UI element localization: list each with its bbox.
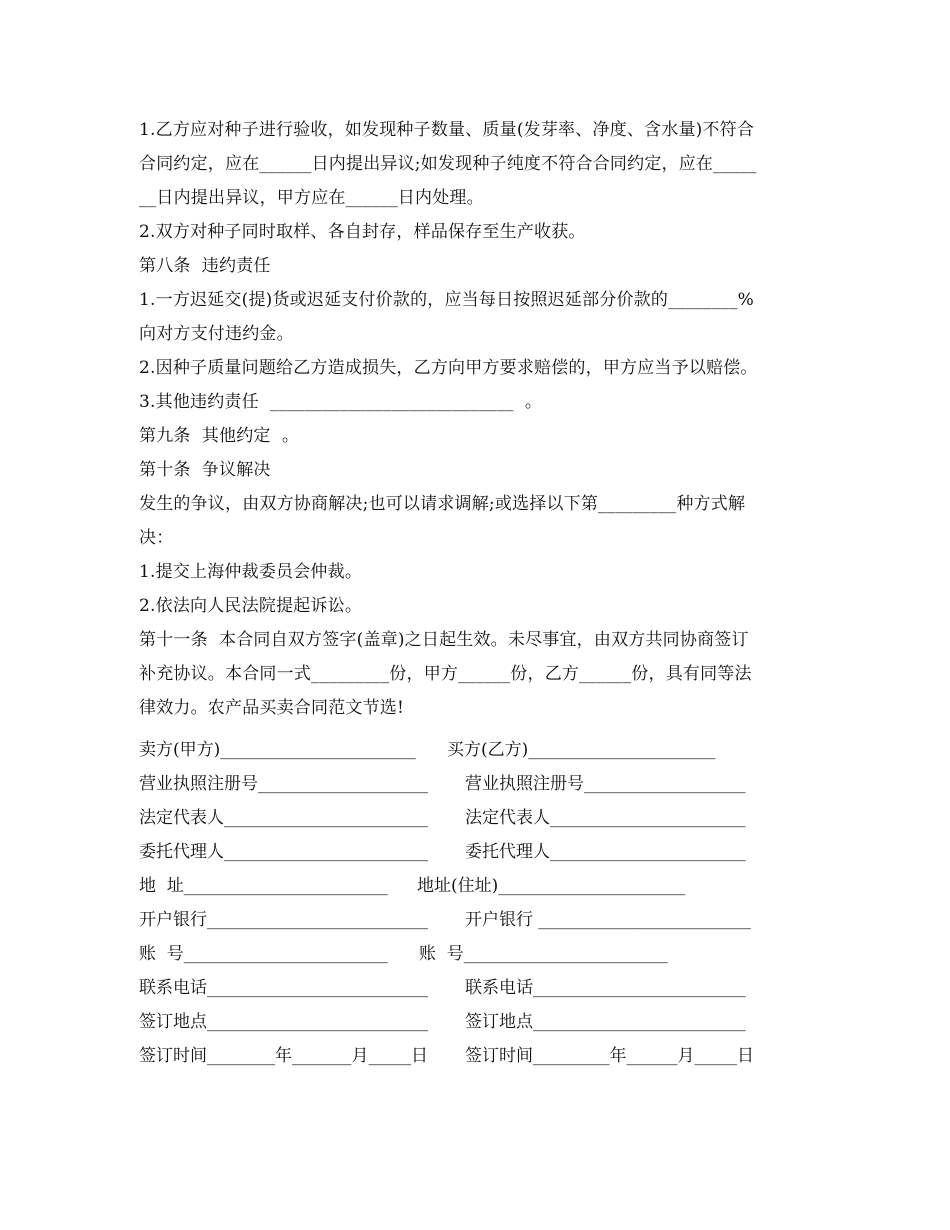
seller-license-field: 营业执照注册号____________________	[139, 774, 428, 794]
clause-line: 2.双方对种子同时取样、各自封存，样品保存至生产收获。	[139, 222, 586, 242]
signature-row	[139, 774, 839, 794]
seller-sign-date-field: 签订时间________年_______月_____日	[139, 1046, 428, 1066]
buyer-sign-place-field: 签订地点_________________________	[465, 1012, 746, 1032]
buyer-license-field: 营业执照注册号___________________	[465, 774, 746, 794]
signature-row	[139, 808, 839, 828]
clause-line: 合同约定，应在______日内提出异议;如发现种子纯度不符合合同约定，应在_____	[139, 154, 757, 174]
clause-line: 补充协议。本合同一式_________份，甲方______份，乙方______份，具有同等法	[139, 664, 752, 684]
clause-line: 1.提交上海仲裁委员会仲裁。	[139, 562, 363, 582]
buyer-bank-field: 开户银行 _________________________	[465, 910, 751, 930]
buyer-address-field: 地址(住址)______________________	[417, 876, 686, 896]
signature-row	[139, 944, 839, 964]
clause-line: 2.依法向人民法院提起诉讼。	[139, 596, 363, 616]
seller-account-field: 账 号________________________	[139, 944, 388, 964]
section-heading: 第八条 违约责任	[139, 256, 271, 276]
clause-line: 2.因种子质量问题给乙方造成损失，乙方向甲方要求赔偿的，甲方应当予以赔偿。	[139, 358, 758, 378]
signature-row	[139, 978, 839, 998]
seller-phone-field: 联系电话__________________________	[139, 978, 428, 998]
clause-line: 第十一条 本合同自双方签字(盖章)之日起生效。未尽事宜，由双方共同协商签订	[139, 630, 749, 650]
signature-row	[139, 876, 839, 896]
clause-line: 1.乙方应对种子进行验收，如发现种子数量、质量(发芽率、净度、含水量)不符合	[139, 120, 755, 140]
buyer-phone-field: 联系电话_________________________	[465, 978, 746, 998]
buyer-account-field: 账 号________________________	[419, 944, 668, 964]
signature-row	[139, 1012, 839, 1032]
signature-row	[139, 842, 839, 862]
seller-sign-place-field: 签订地点__________________________	[139, 1012, 428, 1032]
buyer-legal-rep-field: 法定代表人_______________________	[465, 808, 746, 828]
signature-row	[139, 910, 839, 930]
seller-agent-field: 委托代理人________________________	[139, 842, 428, 862]
signature-row	[139, 740, 839, 760]
clause-line: __日内提出异议，甲方应在______日内处理。	[139, 188, 484, 208]
clause-line: 律效力。农产品买卖合同范文节选!	[139, 698, 405, 718]
seller-address-field: 地 址________________________	[139, 876, 388, 896]
section-heading: 第九条 其他约定 。	[139, 426, 300, 446]
section-heading: 第十条 争议解决	[139, 460, 271, 480]
seller-bank-field: 开户银行__________________________	[139, 910, 428, 930]
clause-line: 决：	[139, 528, 174, 548]
buyer-sign-date-field: 签订时间_________年______月_____日	[465, 1046, 754, 1066]
clause-line: 发生的争议，由双方协商解决;也可以请求调解;或选择以下第_________种方式解	[139, 494, 746, 514]
buyer-agent-field: 委托代理人_______________________	[465, 842, 746, 862]
signature-row	[139, 1046, 839, 1066]
seller-field: 卖方(甲方)_______________________	[139, 740, 416, 760]
clause-line: 向对方支付违约金。	[139, 324, 294, 344]
buyer-field: 买方(乙方)______________________	[447, 740, 716, 760]
clause-line: 3.其他违约责任 ____________________________ 。	[139, 392, 543, 412]
seller-legal-rep-field: 法定代表人________________________	[139, 808, 428, 828]
clause-line: 1.一方迟延交(提)货或迟延支付价款的，应当每日按照迟延部分价款的________%	[139, 290, 755, 310]
